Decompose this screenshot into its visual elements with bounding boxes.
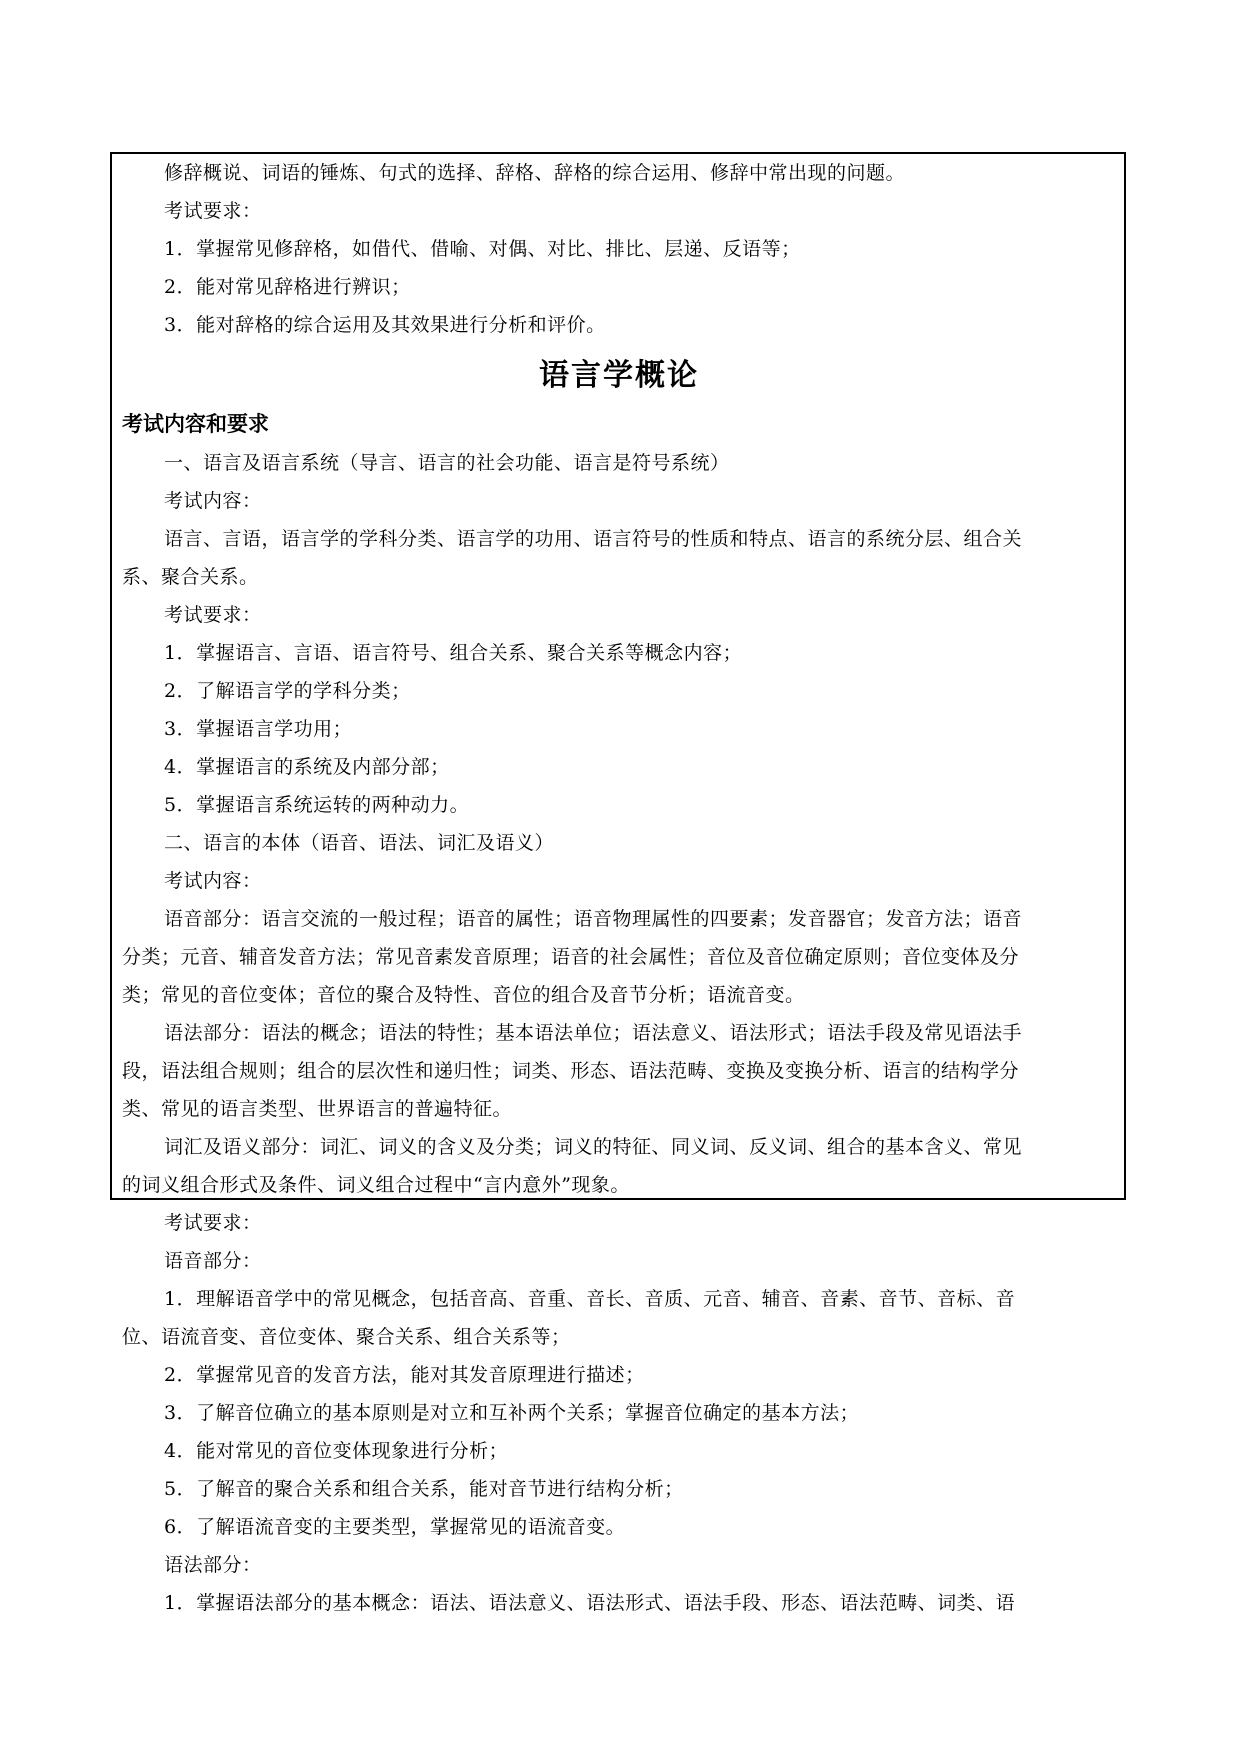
paragraph: 语音部分：语言交流的一般过程；语音的属性；语音物理属性的四要素；发音器官；发音方法；语音 [164, 908, 1023, 930]
subsection-title: 一、语言及语言系统（导言、语言的社会功能、语言是符号系统） [164, 452, 730, 474]
content-label: 考试内容： [164, 490, 262, 512]
list-item: 4．能对常见的音位变体现象进行分析； [164, 1440, 509, 1462]
list-item: 2．了解语言学的学科分类； [164, 680, 411, 702]
paragraph-continuation: 系、聚合关系。 [122, 566, 259, 588]
subsection-title: 二、语言的本体（语音、语法、词汇及语义） [164, 832, 555, 854]
document-table-frame [110, 152, 1126, 1614]
list-item: 1．理解语音学中的常见概念，包括音高、音重、音长、音质、元音、辅音、音素、音节、音标、音 [164, 1288, 1016, 1310]
list-item: 1．掌握语言、言语、语言符号、组合关系、聚合关系等概念内容； [164, 642, 743, 664]
requirements-label: 考试要求： [164, 1212, 262, 1234]
document-body [122, 154, 1116, 1622]
list-item: 1．掌握语法部分的基本概念：语法、语法意义、语法形式、语法手段、形态、语法范畴、词类、语 [164, 1592, 1016, 1614]
grammar-label: 语法部分： [164, 1554, 262, 1576]
list-item: 3．掌握语言学功用； [164, 718, 353, 740]
list-item: 6．了解语流音变的主要类型，掌握常见的语流音变。 [164, 1516, 626, 1538]
paragraph: 语言、言语，语言学的学科分类、语言学的功用、语言符号的性质和特点、语言的系统分层、组合关 [164, 528, 1023, 550]
phonetics-label: 语音部分： [164, 1250, 262, 1272]
section-heading: 考试内容和要求 [122, 412, 269, 436]
section-title: 语言学概论 [539, 358, 699, 393]
list-item: 2．能对常见辞格进行辨识； [164, 276, 411, 298]
paragraph-continuation: 类、常见的语言类型、世界语言的普遍特征。 [122, 1098, 513, 1120]
list-item: 2．掌握常见音的发音方法，能对其发音原理进行描述； [164, 1364, 645, 1386]
list-item: 5．了解音的聚合关系和组合关系，能对音节进行结构分析； [164, 1478, 684, 1500]
list-item-continuation: 位、语流音变、音位变体、聚合关系、组合关系等； [122, 1326, 571, 1348]
list-item: 4．掌握语言的系统及内部分部； [164, 756, 450, 778]
paragraph: 语法部分：语法的概念；语法的特性；基本语法单位；语法意义、语法形式；语法手段及常见语法手 [164, 1022, 1023, 1044]
requirements-label: 考试要求： [164, 604, 262, 626]
paragraph-continuation: 段，语法组合规则；组合的层次性和递归性；词类、形态、语法范畴、变换及变换分析、语言的结构学分 [122, 1060, 1020, 1082]
list-item: 3．了解音位确立的基本原则是对立和互补两个关系；掌握音位确定的基本方法； [164, 1402, 860, 1424]
paragraph: 词汇及语义部分：词汇、词义的含义及分类；词义的特征、同义词、反义词、组合的基本含义、常见 [164, 1136, 1023, 1158]
content-label: 考试内容： [164, 870, 262, 892]
paragraph-continuation: 的词义组合形式及条件、词义组合过程中“言内意外”现象。 [122, 1174, 630, 1196]
paragraph: 修辞概说、词语的锤炼、句式的选择、辞格、辞格的综合运用、修辞中常出现的问题。 [164, 162, 906, 184]
paragraph-continuation: 类；常见的音位变体；音位的聚合及特性、音位的组合及音节分析；语流音变。 [122, 984, 805, 1006]
requirements-label: 考试要求： [164, 200, 262, 222]
paragraph-continuation: 分类；元音、辅音发音方法；常见音素发音原理；语音的社会属性；音位及音位确定原则；音位变体及分 [122, 946, 1020, 968]
list-item: 5．掌握语言系统运转的两种动力。 [164, 794, 470, 816]
list-item: 1．掌握常见修辞格，如借代、借喻、对偶、对比、排比、层递、反语等； [164, 238, 801, 260]
list-item: 3．能对辞格的综合运用及其效果进行分析和评价。 [164, 314, 606, 336]
